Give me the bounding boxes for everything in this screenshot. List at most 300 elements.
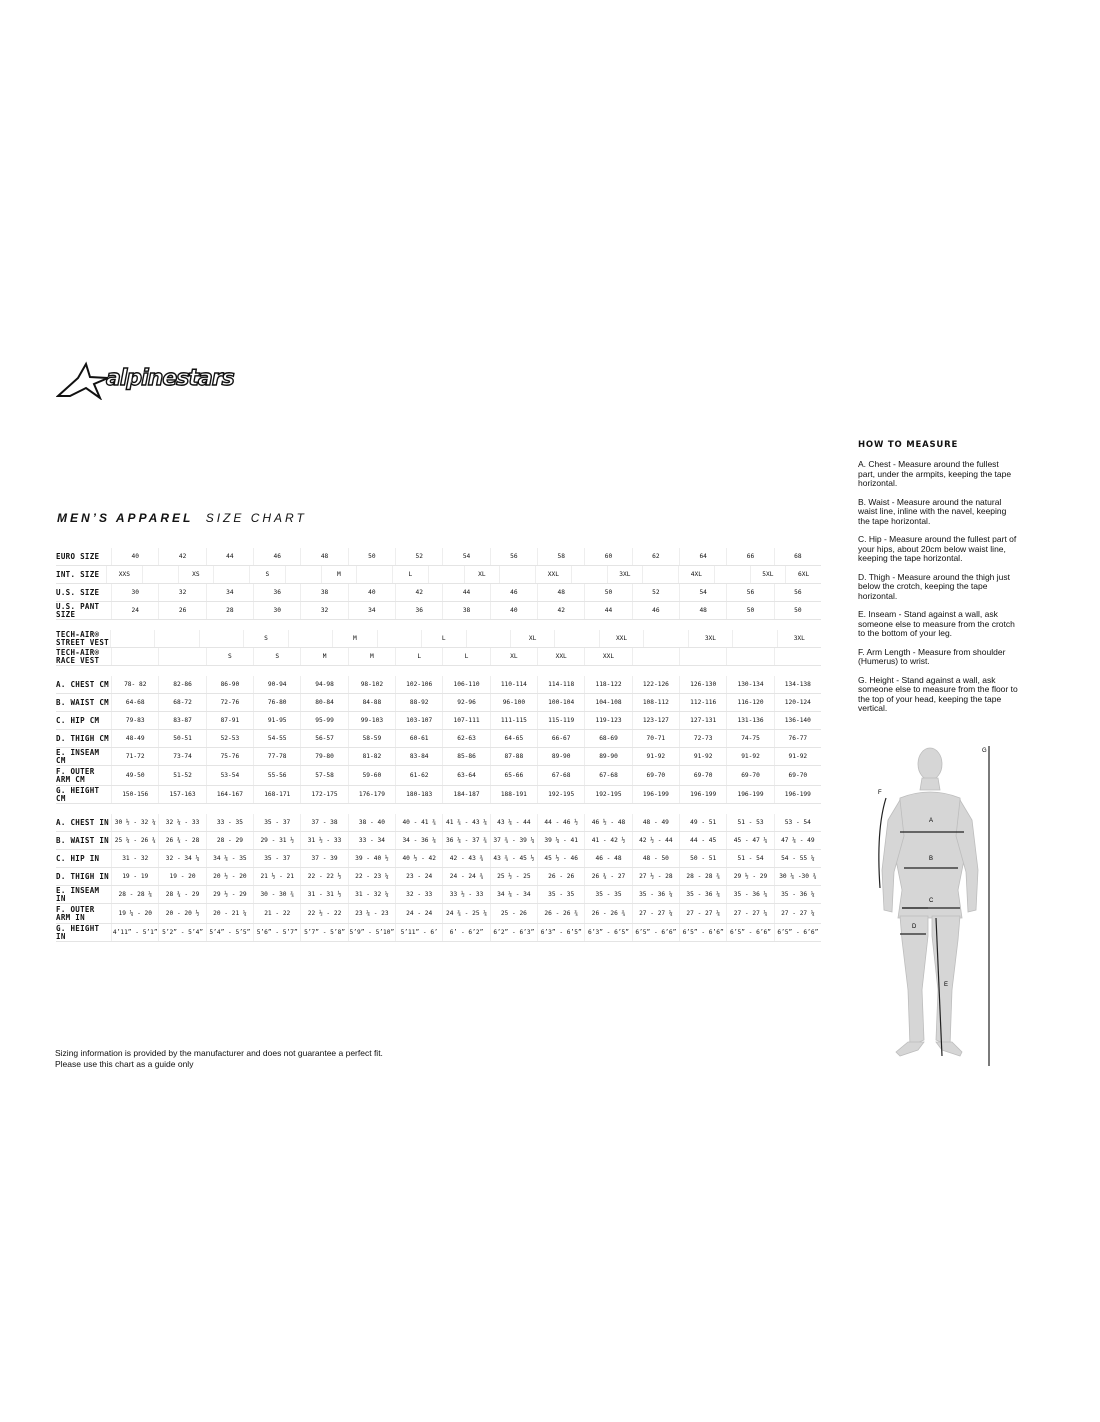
table-cell: XXL	[537, 648, 584, 665]
row-label: B. WAIST CM	[56, 697, 109, 707]
table-cell: 53-54	[206, 766, 253, 785]
table-cell: 64	[679, 548, 726, 565]
table-cell: 91-92	[774, 748, 821, 765]
table-cell: 22 ½ - 22	[300, 904, 347, 923]
table-cell: 36 ¼ - 37 ¾	[442, 832, 489, 849]
table-cell	[732, 630, 776, 647]
table-cell: 6’3” - 6’5”	[537, 924, 584, 941]
table-cell: 68-69	[584, 730, 631, 747]
table-cell: S	[243, 630, 287, 647]
table-cell: 77-78	[253, 748, 300, 765]
table-cell: 32	[158, 584, 205, 601]
table-cell: 90-94	[253, 676, 300, 693]
table-cell: S	[206, 648, 253, 665]
table-cell: L	[392, 566, 428, 583]
brand-wordmark: alpinestars	[106, 366, 234, 391]
table-cell: 52	[395, 548, 442, 565]
table-cell: 62-63	[442, 730, 489, 747]
table-cell: 27 - 27 ¼	[679, 904, 726, 923]
table-cell: 48-49	[111, 730, 158, 747]
table-cell: M	[321, 566, 357, 583]
table-cell: 31 ½ - 33	[300, 832, 347, 849]
table-cell: 27 - 27 ¼	[632, 904, 679, 923]
table-cell: 6’3” - 6’5”	[584, 924, 631, 941]
table-cell: 34	[348, 602, 395, 619]
table-cell: 91-92	[679, 748, 726, 765]
table-cell: 44 - 45	[679, 832, 726, 849]
table-cell: 172-175	[300, 786, 347, 803]
table-cell: 39 - 40 ½	[348, 850, 395, 867]
table-cell: 79-83	[111, 712, 158, 729]
table-cell: 66-67	[537, 730, 584, 747]
footer-line-2: Please use this chart as a guide only	[55, 1059, 194, 1069]
table-cell: 4’11” - 5’1”	[111, 924, 158, 941]
table-row	[56, 786, 821, 804]
table-cell: 28 - 28 ¼	[111, 886, 158, 903]
table-cell: 5’11” - 6’	[395, 924, 442, 941]
table-cell: 32	[300, 602, 347, 619]
table-cell: 99-103	[348, 712, 395, 729]
table-cell: 127-131	[679, 712, 726, 729]
table-cell: 30	[253, 602, 300, 619]
row-label: F. OUTER ARM CM	[56, 766, 95, 784]
table-cell: 44	[584, 602, 631, 619]
figure-label-e: E	[944, 982, 949, 988]
table-cell: 25 ½ - 25	[490, 868, 537, 885]
table-cell: 48	[537, 584, 584, 601]
table-cell: 36	[253, 584, 300, 601]
table-cell: 54	[442, 548, 489, 565]
row-label: C. HIP IN	[56, 853, 100, 863]
how-item-hip: C. Hip - Measure around the fullest part of your hips, about 20cm below waist line, keeping the tape horizontal.	[858, 534, 1017, 563]
chart-title-bold: MEN’S APPAREL	[57, 511, 194, 525]
table-cell: 88-92	[395, 694, 442, 711]
table-cell: 40	[348, 584, 395, 601]
table-cell: 26 ¾ - 28	[158, 832, 205, 849]
table-cell: 168-171	[253, 786, 300, 803]
table-cell: 34 ¼ - 34	[490, 886, 537, 903]
table-cell: 5’9” - 5’10”	[348, 924, 395, 941]
table-cell	[199, 630, 243, 647]
table-cell: 54 - 55 ¼	[774, 850, 821, 867]
table-cell: 24 ¾ - 25 ¼	[442, 904, 489, 923]
table-cell: 42 - 43 ¾	[442, 850, 489, 867]
table-cell: 35 - 35	[537, 886, 584, 903]
table-cell: 50	[726, 602, 773, 619]
table-cell: 6’5” - 6’6”	[632, 924, 679, 941]
table-cell	[356, 566, 392, 583]
how-item-waist: B. Waist - Measure around the natural waist line, inline with the navel, keeping the tape horizontal.	[858, 496, 1007, 526]
table-cell: 26 ¾ - 27	[584, 868, 631, 885]
table-cell: 38 - 40	[348, 814, 395, 831]
table-cell: 35 - 36 ¼	[632, 886, 679, 903]
table-cell: 35 - 37	[253, 850, 300, 867]
table-cell	[643, 630, 687, 647]
table-cell: XS	[178, 566, 214, 583]
row-label: F. OUTER ARM IN	[56, 904, 95, 922]
table-cell: 25 ¼ - 26 ¾	[111, 832, 158, 849]
row-label: U.S. SIZE	[56, 587, 100, 597]
table-cell: 104-108	[584, 694, 631, 711]
table-cell: 44 - 46 ½	[537, 814, 584, 831]
table-row	[56, 712, 821, 730]
table-cell: 43 ¼ - 44	[490, 814, 537, 831]
table-cell	[499, 566, 535, 583]
table-row	[56, 630, 821, 648]
table-cell: 54	[679, 584, 726, 601]
table-cell: 36	[395, 602, 442, 619]
table-cell: 19 ¼ - 20	[111, 904, 158, 923]
table-cell: 108-112	[632, 694, 679, 711]
table-cell: 107-111	[442, 712, 489, 729]
table-cell	[377, 630, 421, 647]
how-item-arm: F. Arm Length - Measure from shoulder (Humerus) to wrist.	[858, 646, 1006, 666]
table-cell: 58	[537, 548, 584, 565]
table-cell: 64-68	[111, 694, 158, 711]
table-cell: 34 ¼ - 35	[206, 850, 253, 867]
table-cell: 118-122	[584, 676, 631, 693]
table-cell: 180-183	[395, 786, 442, 803]
table-cell: 91-92	[726, 748, 773, 765]
table-cell: 76-80	[253, 694, 300, 711]
table-cell: 116-120	[726, 694, 773, 711]
table-cell: 71-72	[111, 748, 158, 765]
table-cell: 65-66	[490, 766, 537, 785]
table-cell: 134-138	[774, 676, 821, 693]
figure-label-b: B	[929, 856, 934, 862]
table-cell: XL	[464, 566, 500, 583]
chart-title	[57, 511, 307, 525]
table-cell: 76-77	[774, 730, 821, 747]
table-cell	[679, 648, 726, 665]
table-cell: 69-70	[679, 766, 726, 785]
table-cell: 54-55	[253, 730, 300, 747]
table-cell: 196-199	[726, 786, 773, 803]
table-row	[56, 904, 821, 924]
table-cell: XXL	[535, 566, 571, 583]
table-cell: 48 - 49	[632, 814, 679, 831]
table-cell: 47 ¼ - 49	[774, 832, 821, 849]
table-cell: 61-62	[395, 766, 442, 785]
table-cell: 34 - 36 ¼	[395, 832, 442, 849]
table-cell: 136-140	[774, 712, 821, 729]
table-cell: 30 ½ - 32 ¼	[111, 814, 158, 831]
table-cell	[554, 630, 598, 647]
table-cell: 196-199	[774, 786, 821, 803]
how-item-height: G. Height - Stand against a wall, ask someone else to measure from the floor to the top of your head, keeping the tape vertical.	[858, 674, 1018, 713]
table-cell: M	[348, 648, 395, 665]
body-figure	[870, 740, 1000, 1070]
table-cell: 131-136	[726, 712, 773, 729]
table-cell: 69-70	[726, 766, 773, 785]
row-label: B. WAIST IN	[56, 835, 109, 845]
table-cell: XXL	[584, 648, 631, 665]
table-cell: 27 - 27 ¼	[774, 904, 821, 923]
table-cell	[158, 648, 205, 665]
table-cell: 40	[490, 602, 537, 619]
table-row	[56, 886, 821, 904]
table-cell: 62	[632, 548, 679, 565]
table-cell: 83-87	[158, 712, 205, 729]
table-cell: 5’2” - 5’4”	[158, 924, 205, 941]
table-cell: 30 - 30 ¾	[253, 886, 300, 903]
table-row	[56, 748, 821, 766]
figure-label-c: C	[929, 898, 934, 904]
table-cell: 110-114	[490, 676, 537, 693]
table-row	[56, 676, 821, 694]
table-cell: 102-106	[395, 676, 442, 693]
table-cell: 35 - 35	[584, 886, 631, 903]
table-row	[56, 850, 821, 868]
table-cell: 176-179	[348, 786, 395, 803]
table-cell: 6’ - 6’2”	[442, 924, 489, 941]
row-label: G. HEIGHT IN	[56, 923, 100, 941]
table-cell: 32 - 34 ¼	[158, 850, 205, 867]
table-cell: 67-68	[584, 766, 631, 785]
table-cell: 20 ½ - 20	[206, 868, 253, 885]
table-cell: 6’2” - 6’3”	[490, 924, 537, 941]
table-row	[56, 814, 821, 832]
row-label: D. THIGH CM	[56, 733, 109, 743]
table-cell: 48	[679, 602, 726, 619]
table-cell: S	[249, 566, 285, 583]
row-label: G. HEIGHT CM	[56, 785, 100, 803]
table-cell: XL	[510, 630, 554, 647]
row-label: E. INSEAM IN	[56, 885, 100, 903]
table-cell: 28	[206, 602, 253, 619]
table-cell	[111, 648, 158, 665]
table-cell	[154, 630, 198, 647]
table-cell: 24 - 24 ¾	[442, 868, 489, 885]
table-cell	[213, 566, 249, 583]
table-cell: 130-134	[726, 676, 773, 693]
table-cell: 3XL	[607, 566, 643, 583]
table-cell: L	[421, 630, 465, 647]
footer-line-1: Sizing information is provided by the manufacturer and does not guarantee a perfect fit.	[55, 1048, 383, 1058]
table-cell: 50	[348, 548, 395, 565]
table-cell: 91-92	[632, 748, 679, 765]
table-cell: 26 - 26 ¾	[584, 904, 631, 923]
table-cell: 19 - 20	[158, 868, 205, 885]
table-cell: 37 - 39	[300, 850, 347, 867]
how-item-chest: A. Chest - Measure around the fullest part, under the armpits, keeping the tape horizontal.	[858, 459, 1012, 488]
table-cell: 184-187	[442, 786, 489, 803]
table-cell: 35 - 36 ¼	[774, 886, 821, 903]
table-cell: 91-95	[253, 712, 300, 729]
table-cell: 75-76	[206, 748, 253, 765]
table-cell	[466, 630, 510, 647]
table-cell: 41 - 42 ½	[584, 832, 631, 849]
table-cell: 46 ½ - 48	[584, 814, 631, 831]
table-cell: 50	[584, 584, 631, 601]
table-cell: 66	[726, 548, 773, 565]
table-cell: 45 - 47 ¼	[726, 832, 773, 849]
table-cell: 69-70	[632, 766, 679, 785]
table-row	[56, 648, 821, 666]
table-cell: 92-96	[442, 694, 489, 711]
table-cell: 48 - 50	[632, 850, 679, 867]
table-cell: 196-199	[679, 786, 726, 803]
table-cell: 25 - 26	[490, 904, 537, 923]
table-cell: 49-50	[111, 766, 158, 785]
table-row	[56, 766, 821, 786]
table-cell: 103-107	[395, 712, 442, 729]
table-cell: M	[332, 630, 376, 647]
table-cell: 50	[774, 602, 821, 619]
table-cell: 30 ¼ -30 ¾	[774, 868, 821, 885]
table-cell: 6’5” - 6’6”	[726, 924, 773, 941]
table-cell: 37 ¾ - 39 ¼	[490, 832, 537, 849]
table-cell: 42	[158, 548, 205, 565]
figure-label-f: F	[878, 790, 882, 796]
table-cell: 42 ½ - 44	[632, 832, 679, 849]
table-cell: 84-88	[348, 694, 395, 711]
table-cell: 23 - 24	[395, 868, 442, 885]
table-cell: 157-163	[158, 786, 205, 803]
table-cell: 150-156	[111, 786, 158, 803]
table-cell: 21 - 22	[253, 904, 300, 923]
table-cell: XXL	[599, 630, 643, 647]
chart-title-light: SIZE CHART	[205, 511, 307, 525]
table-cell: 123-127	[632, 712, 679, 729]
table-cell: 29 ½ - 29	[726, 868, 773, 885]
table-cell	[714, 566, 750, 583]
table-cell: 20 - 21 ¼	[206, 904, 253, 923]
row-label: U.S. PANT SIZE	[56, 601, 100, 619]
table-cell: 81-82	[348, 748, 395, 765]
table-cell	[726, 648, 773, 665]
table-cell: 46 - 48	[584, 850, 631, 867]
table-cell: 24	[111, 602, 158, 619]
table-cell: 67-68	[537, 766, 584, 785]
table-cell: 188-191	[490, 786, 537, 803]
table-cell: 112-116	[679, 694, 726, 711]
table-cell: 5XL	[750, 566, 786, 583]
table-row	[56, 694, 821, 712]
table-cell: 31 - 32 ¼	[348, 886, 395, 903]
table-cell: 68-72	[158, 694, 205, 711]
table-cell	[428, 566, 464, 583]
footer-disclaimer	[55, 1048, 383, 1070]
table-cell: 35 - 37	[253, 814, 300, 831]
table-cell: 45 ½ - 46	[537, 850, 584, 867]
table-cell: 51 - 53	[726, 814, 773, 831]
table-cell: 78- 82	[111, 676, 158, 693]
table-cell: 72-76	[206, 694, 253, 711]
table-cell: 3XL	[688, 630, 732, 647]
table-cell: 44	[206, 548, 253, 565]
star-icon	[56, 360, 112, 400]
table-cell: 56	[726, 584, 773, 601]
table-cell: 119-123	[584, 712, 631, 729]
table-cell	[774, 648, 821, 665]
table-cell: 38	[300, 584, 347, 601]
table-cell: 85-86	[442, 748, 489, 765]
table-cell: 57-58	[300, 766, 347, 785]
table-cell: 50 - 51	[679, 850, 726, 867]
table-cell: 95-99	[300, 712, 347, 729]
table-cell: 63-64	[442, 766, 489, 785]
table-cell: 42	[395, 584, 442, 601]
table-cell: 34	[206, 584, 253, 601]
table-cell: 192-195	[584, 786, 631, 803]
table-cell: 30	[111, 584, 158, 601]
table-cell: 56-57	[300, 730, 347, 747]
table-cell	[285, 566, 321, 583]
table-cell: 60	[584, 548, 631, 565]
table-cell: 33 - 34	[348, 832, 395, 849]
table-cell: 73-74	[158, 748, 205, 765]
table-cell	[142, 566, 178, 583]
table-cell: 46	[490, 584, 537, 601]
figure-label-a: A	[929, 818, 934, 824]
table-cell	[288, 630, 332, 647]
row-label: EURO SIZE	[56, 551, 100, 561]
table-cell: 82-86	[158, 676, 205, 693]
table-cell: 89-90	[537, 748, 584, 765]
table-cell: 26	[158, 602, 205, 619]
table-cell: 94-98	[300, 676, 347, 693]
table-cell: L	[395, 648, 442, 665]
table-row	[56, 602, 821, 620]
how-item-thigh: D. Thigh - Measure around the thigh just below the crotch, keeping the tape horizontal.	[858, 571, 1010, 601]
table-cell	[632, 648, 679, 665]
table-cell: 60-61	[395, 730, 442, 747]
table-cell: 27 ½ - 28	[632, 868, 679, 885]
table-cell: 39 ¼ - 41	[537, 832, 584, 849]
table-cell: 22 - 23 ¼	[348, 868, 395, 885]
how-to-measure-title: HOW TO MEASURE	[858, 440, 959, 450]
table-cell: 70-71	[632, 730, 679, 747]
table-cell: 126-130	[679, 676, 726, 693]
table-cell: 40 - 41 ¾	[395, 814, 442, 831]
row-label: A. CHEST CM	[56, 679, 109, 689]
table-cell: 28 - 28 ¾	[679, 868, 726, 885]
table-row	[56, 548, 821, 566]
table-cell: 68	[774, 548, 821, 565]
table-cell: 69-70	[774, 766, 821, 785]
table-cell: 33 - 35	[206, 814, 253, 831]
figure-label-d: D	[912, 924, 917, 930]
table-cell: 72-73	[679, 730, 726, 747]
table-cell: 55-56	[253, 766, 300, 785]
row-label: INT. SIZE	[56, 569, 100, 579]
table-cell: 28 - 29	[206, 832, 253, 849]
table-cell: 35 - 36 ¼	[679, 886, 726, 903]
table-cell: 89-90	[584, 748, 631, 765]
table-cell: 79-80	[300, 748, 347, 765]
table-cell: 41 ¾ - 43 ¼	[442, 814, 489, 831]
table-cell: 4XL	[678, 566, 714, 583]
table-cell: 6’5” - 6’6”	[774, 924, 821, 941]
table-cell: L	[442, 648, 489, 665]
table-cell: 5’4” - 5’5”	[206, 924, 253, 941]
row-label: E. INSEAM CM	[56, 747, 100, 765]
table-cell: 37 - 38	[300, 814, 347, 831]
table-cell: 52-53	[206, 730, 253, 747]
table-cell	[642, 566, 678, 583]
table-cell: 19 - 19	[111, 868, 158, 885]
table-cell: 48	[300, 548, 347, 565]
table-cell: 56	[774, 584, 821, 601]
figure-label-g: G	[982, 748, 987, 754]
size-table	[56, 548, 821, 942]
table-cell: XXS	[106, 566, 142, 583]
table-cell: 5’6” - 5’7”	[253, 924, 300, 941]
table-cell: 80-84	[300, 694, 347, 711]
table-row	[56, 730, 821, 748]
table-cell: 59-60	[348, 766, 395, 785]
